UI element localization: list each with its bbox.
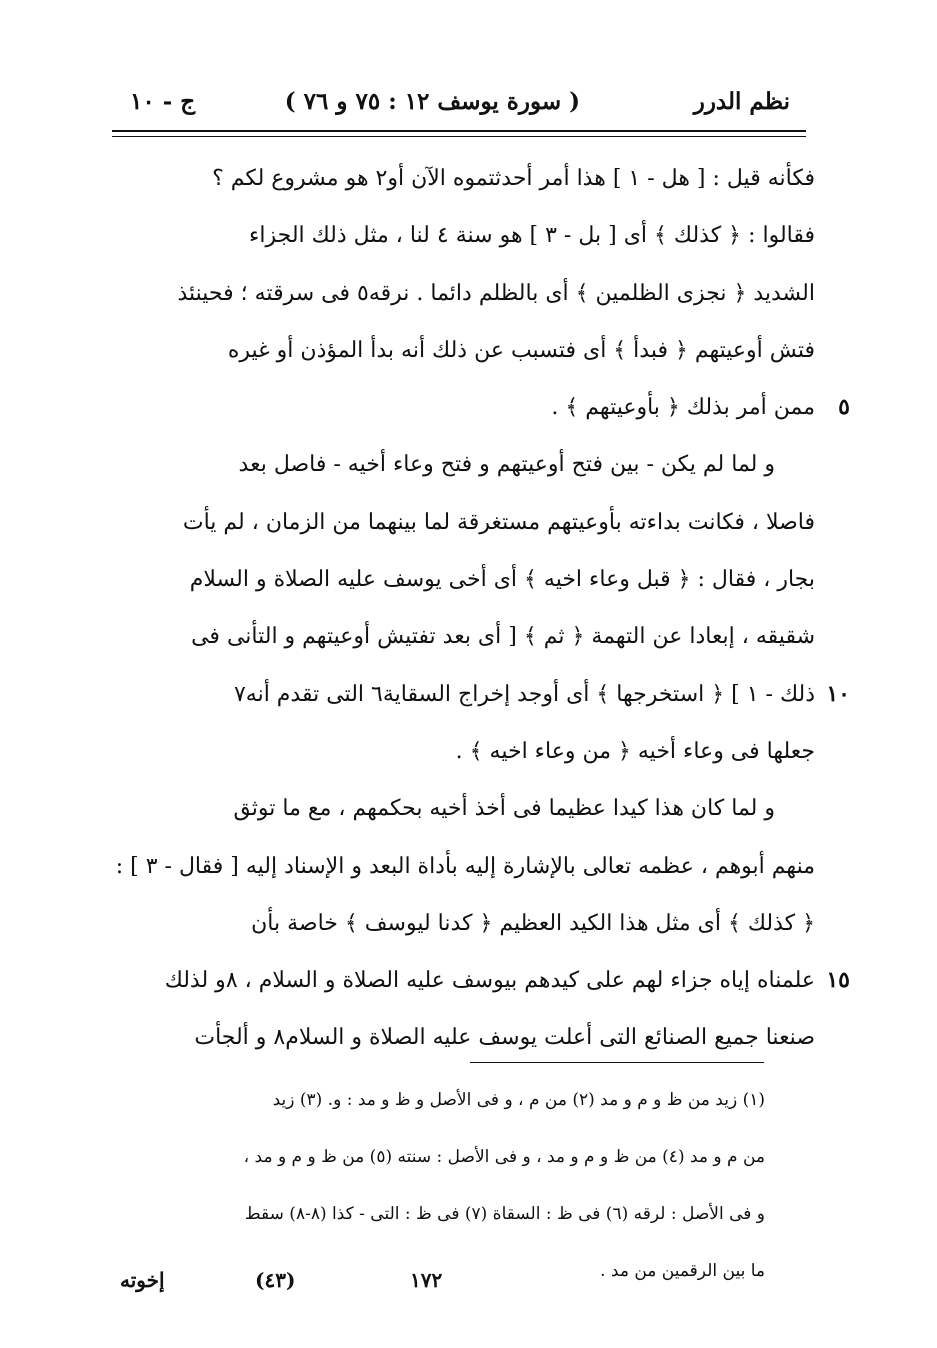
footnote-line: (١) زيد من ظ و م و مد (٢) من م ، و فى الأصل و ظ و مد : و. (٣) زيد [272, 1090, 765, 1110]
line-text: الشديد ﴿ نجزى الظلمين ﴾ أى بالظلم دائما . نرقه٥ فى سرقته ؛ فحينئذ [177, 280, 815, 306]
volume-number: ج - ١٠ [130, 88, 196, 115]
text-line [110, 551, 815, 608]
page-header [110, 78, 800, 128]
header-rule [112, 130, 806, 132]
text-line [110, 379, 850, 436]
text-line [110, 780, 815, 837]
section-number: (٤٣) [255, 1268, 296, 1292]
footnotes [100, 1072, 765, 1300]
footnote-line: و فى الأصل : لرقه (٦) فى ظ : السقاة (٧) فى ظ : التى - كذا (٨-٨) سقط [244, 1204, 765, 1224]
line-text: بجار ، فقال : ﴿ قبل وعاء اخيه ﴾ أى أخى يوسف عليه الصلاة و السلام [189, 567, 815, 593]
line-text: و لما كان هذا كيدا عظيما فى أخذ أخيه بحكمهم ، مع ما توثق [233, 796, 775, 822]
text-line [110, 952, 850, 1009]
line-text: ممن أمر بذلك ﴿ بأوعيتهم ﴾ . [551, 395, 815, 421]
text-line [110, 150, 815, 207]
text-line [110, 494, 815, 551]
footnote-line: من م و مد (٤) من ظ و م و مد ، و فى الأصل : سنته (٥) من ظ و م و مد ، [243, 1147, 765, 1167]
text-line [110, 895, 815, 952]
line-text: ذلك - ١ ] ﴿ استخرجها ﴾ أى أوجد إخراج السقاية٦ التى تقدم أنه٧ [233, 681, 815, 707]
line-number: ١٥ [826, 967, 850, 994]
line-text: ﴿ كذلك ﴾ أى مثل هذا الكيد العظيم ﴿ كدنا ليوسف ﴾ خاصة بأن [251, 910, 815, 936]
line-text: جعلها فى وعاء أخيه ﴿ من وعاء اخيه ﴾ . [455, 738, 815, 764]
line-text: فتش أوعيتهم ﴿ فبدأ ﴾ أى فتسبب عن ذلك أنه بدأ المؤذن أو غيره [227, 337, 815, 363]
book-title: نظم الدرر [693, 88, 790, 115]
surah-reference: ( سورة يوسف ١٢ : ٧٥ و ٧٦ ) [284, 88, 580, 115]
header-rule-thin [112, 136, 806, 137]
line-text: صنعنا جميع الصنائع التى أعلت يوسف عليه الصلاة و السلام٨ و ألجأت [194, 1025, 815, 1051]
text-line [110, 436, 815, 493]
line-number: ١٠ [826, 680, 850, 707]
text-line [110, 666, 850, 723]
line-number: ٥ [838, 394, 850, 421]
line-text: علمناه إياه جزاء لهم على كيدهم بيوسف عليه الصلاة و السلام ، ٨و لذلك [164, 968, 815, 994]
text-line [110, 207, 815, 264]
line-text: و لما لم يكن - بين فتح أوعيتهم و فتح وعاء أخيه - فاصل بعد [238, 452, 775, 478]
text-line [110, 723, 815, 780]
footnote-line: ما بين الرقمين من مد . [600, 1261, 765, 1281]
line-text: منهم أبوهم ، عظمه تعالى بالإشارة إليه بأداة البعد و الإسناد إليه [ فقال - ٣ ] : [115, 853, 815, 879]
catchword: إخوته [120, 1268, 165, 1292]
page-footer [110, 1268, 810, 1308]
footnote-rule [470, 1062, 764, 1063]
line-text: فقالوا : ﴿ كذلك ﴾ أى [ بل - ٣ ] هو سنة ٤ لنا ، مثل ذلك الجزاء [249, 223, 815, 249]
text-line [110, 838, 815, 895]
page-number: ١٧٢ [410, 1268, 443, 1292]
text-line [110, 1009, 815, 1066]
line-text: شقيقه ، إبعادا عن التهمة ﴿ ثم ﴾ [ أى بعد تفتيش أوعيتهم و التأنى فى [191, 624, 815, 650]
text-line [110, 608, 815, 665]
line-text: فاصلا ، فكانت بداءته بأوعيتهم مستغرقة لما بينهما من الزمان ، لم يأت [182, 509, 815, 535]
line-text: فكأنه قيل : [ هل - ١ ] هذا أمر أحدثتموه الآن أو٢ هو مشروع لكم ؟ [212, 166, 815, 191]
main-text [110, 150, 850, 1067]
text-line [110, 322, 815, 379]
text-line [110, 265, 815, 322]
